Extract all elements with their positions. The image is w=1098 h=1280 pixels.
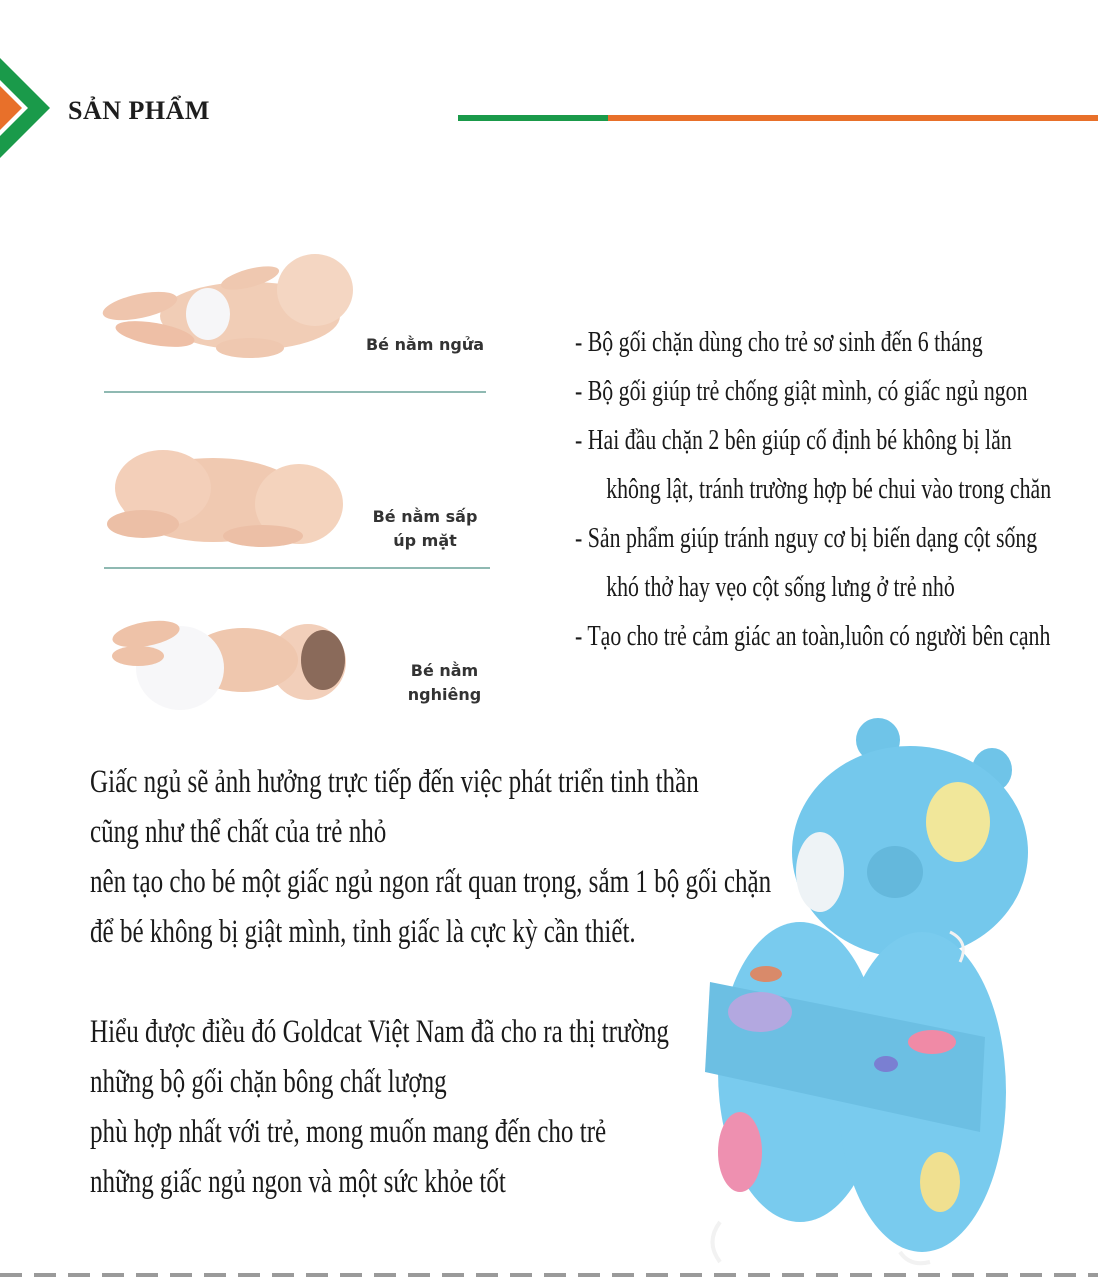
position-label-side	[372, 659, 517, 707]
brand-paragraph	[90, 1007, 744, 1207]
paragraph-line: Hiểu được điều đó Goldcat Việt Nam đã cho ra thị trường	[90, 1014, 669, 1050]
position-label-stomach-line1: Bé nằm sấp	[372, 507, 478, 526]
baby-on-side-image	[108, 600, 348, 718]
paragraph-line: nên tạo cho bé một giấc ngủ ngon rất quan trọng, sắm 1 bộ gối chặn	[90, 864, 772, 900]
position-label-side-line: Bé nằm nghiêng	[407, 661, 482, 704]
paragraph-line: để bé không bị giật mình, tỉnh giấc là cực kỳ cần thiết.	[90, 914, 636, 950]
paragraph-line: Giấc ngủ sẽ ảnh hưởng trực tiếp đến việc phát triển tinh thần	[90, 764, 699, 800]
header-rule-green	[458, 115, 608, 121]
paragraph-line: những bộ gối chặn bông chất lượng	[90, 1064, 447, 1100]
feature-item: - Bộ gối chặn dùng cho trẻ sơ sinh đến 6 tháng	[575, 327, 983, 358]
position-label-stomach-line2: úp mặt	[393, 531, 457, 550]
feature-item: - Bộ gối giúp trẻ chống giật mình, có giấc ngủ ngon	[575, 376, 1028, 407]
section-divider	[104, 567, 490, 569]
position-label-back-line: Bé nằm ngửa	[365, 335, 485, 354]
feature-item: - Tạo cho trẻ cảm giác an toàn,luôn có người bên cạnh	[575, 621, 1051, 652]
bottom-dashed-border	[0, 1273, 1098, 1277]
page-title: SẢN PHẨM	[68, 96, 210, 125]
paragraph-line: phù hợp nhất với trẻ, mong muốn mang đến cho trẻ	[90, 1114, 607, 1150]
position-label-stomach	[365, 505, 485, 553]
intro-paragraph	[90, 757, 772, 957]
paragraph-line: cũng như thể chất của trẻ nhỏ	[90, 814, 387, 850]
logo-chevron-icon	[0, 48, 52, 168]
paragraph-line: những giấc ngủ ngon và một sức khỏe tốt	[90, 1164, 506, 1200]
baby-on-stomach-image	[103, 428, 348, 553]
position-label-back	[365, 333, 485, 357]
baby-on-back-image	[100, 248, 360, 368]
feature-item-continuation: khó thở hay vẹo cột sống lưng ở trẻ nhỏ	[606, 572, 955, 603]
feature-item: - Hai đầu chặn 2 bên giúp cố định bé không bị lăn	[575, 425, 1012, 456]
feature-item: - Sản phẩm giúp tránh nguy cơ bị biến dạng cột sống	[575, 523, 1038, 554]
header-rule-orange	[608, 115, 1098, 121]
feature-list	[575, 318, 1052, 661]
section-divider	[104, 391, 486, 393]
feature-item-continuation: không lật, tránh trường hợp bé chui vào trong chăn	[606, 474, 1052, 505]
pillow-set-image	[700, 712, 1030, 1280]
